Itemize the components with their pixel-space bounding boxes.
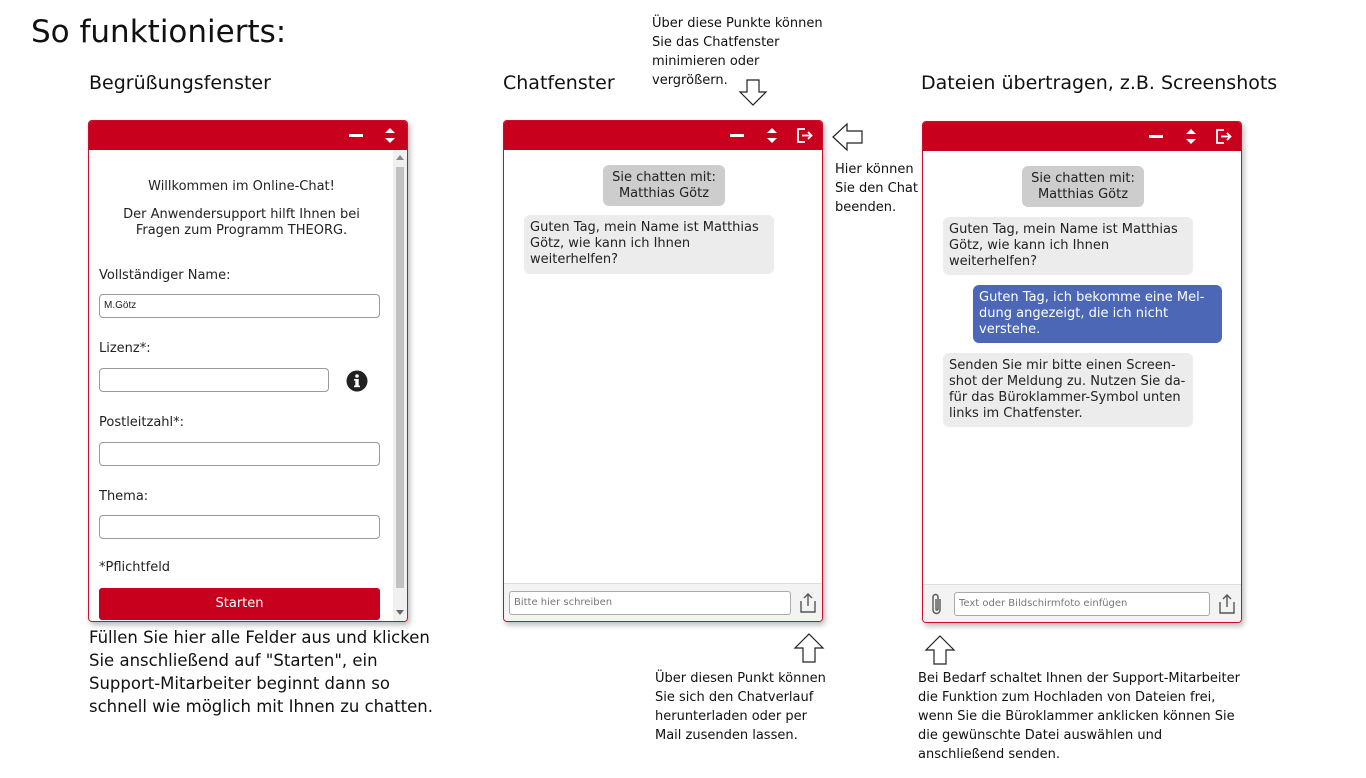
arrow-left-outline-icon — [832, 122, 864, 152]
end-chat-annotation: Hier können Sie den Chat beenden. — [835, 162, 918, 215]
info-icon[interactable] — [346, 370, 368, 392]
minimize-icon — [726, 121, 750, 150]
download-annotation: Über diesen Punkt können Sie sich den Chatverlauf herunterladen oder per Mail zusenden lassen. — [655, 671, 826, 743]
page-title: So funktionierts: — [31, 14, 287, 50]
welcome-window — [88, 120, 408, 622]
files-footer — [923, 584, 1241, 622]
resize-icon — [1179, 122, 1203, 151]
share-icon[interactable] — [797, 591, 819, 615]
column-title-chat: Chatfenster — [503, 72, 615, 94]
topic-field[interactable] — [99, 515, 380, 539]
resize-button[interactable] — [760, 121, 784, 150]
exit-icon — [793, 121, 817, 150]
name-label: Vollständiger Name: — [99, 268, 231, 283]
arrow-up-outline-icon — [793, 632, 825, 664]
chat-message: Guten Tag, mein Name ist Matthias Götz, wie kann ich Ihnen weiterhelfen? — [524, 215, 774, 274]
scroll-down-icon[interactable] — [396, 610, 404, 616]
resize-icon — [378, 121, 402, 150]
minimize-annotation: Über diese Punkte können Sie das Chatfenster minimieren oder vergrößern. — [652, 16, 823, 88]
agent-message: Guten Tag, mein Name ist Matthias Götz, wie kann ich Ihnen weiterhelfen? — [943, 217, 1193, 275]
license-field[interactable] — [99, 368, 329, 392]
welcome-greeting: Willkommen im Online-Chat! — [148, 179, 335, 194]
chat-partner-info: Sie chatten mit: Matthias Götz — [1022, 166, 1144, 207]
resize-button[interactable] — [378, 121, 402, 150]
welcome-annotation: Füllen Sie hier alle Felder aus und klicken Sie anschließend auf "Starten", ein Support-Mitarbeiter beginnt dann so schnell wie möglich mit Ihnen zu chatten. — [89, 628, 434, 716]
file-chat-input[interactable]: Text oder Bildschirmfoto einfügen — [954, 592, 1210, 616]
end-chat-button[interactable] — [793, 121, 817, 150]
user-message: Guten Tag, ich bekomme eine Mel- dung angezeigt, die ich nicht verstehe. — [973, 285, 1222, 343]
license-label: Lizenz*: — [99, 341, 151, 356]
chat-footer — [504, 583, 822, 621]
chat-input[interactable]: Bitte hier schreiben — [509, 591, 791, 615]
zip-label: Postleitzahl*: — [99, 415, 185, 430]
resize-icon — [760, 121, 784, 150]
upload-annotation: Bei Bedarf schaltet Ihnen der Support-Mitarbeiter die Funktion zum Hochladen von Dateien frei, wenn Sie die Büroklammer anklicken können Sie die gewünschte Datei auswählen und anschließend senden. — [918, 671, 1240, 762]
topic-label: Thema: — [99, 489, 149, 504]
agent-message: Senden Sie mir bitte einen Screen- shot der Meldung zu. Nutzen Sie da- für das Büroklammer-Symbol unten links im Chatfenster. — [943, 353, 1193, 427]
chat-window-header — [504, 121, 822, 150]
zip-field[interactable] — [99, 442, 380, 466]
minimize-icon — [1145, 122, 1169, 151]
arrow-up-outline-icon — [924, 634, 956, 666]
end-chat-button[interactable] — [1212, 122, 1236, 151]
column-title-files: Dateien übertragen, z.B. Screenshots — [921, 72, 1278, 94]
minimize-icon — [345, 121, 369, 150]
resize-button[interactable] — [1179, 122, 1203, 151]
name-field[interactable]: M.Götz — [99, 294, 380, 318]
files-window-header — [923, 122, 1241, 151]
chat-partner-info: Sie chatten mit: Matthias Götz — [603, 165, 725, 206]
minimize-button[interactable] — [726, 121, 750, 150]
paperclip-icon[interactable] — [928, 591, 946, 617]
start-button[interactable]: Starten — [99, 588, 380, 620]
column-title-welcome: Begrüßungsfenster — [89, 72, 271, 94]
scroll-thumb[interactable] — [396, 167, 404, 588]
chat-window — [503, 120, 823, 622]
welcome-intro: Der Anwendersupport hilft Ihnen bei Fragen zum Programm THEORG. — [123, 207, 360, 238]
welcome-window-header — [89, 121, 407, 150]
arrow-down-outline-icon — [738, 79, 768, 107]
share-icon[interactable] — [1216, 592, 1238, 616]
minimize-button[interactable] — [1145, 122, 1169, 151]
files-chat-window — [922, 121, 1242, 623]
required-note: *Pflichtfeld — [99, 560, 171, 575]
minimize-button[interactable] — [345, 121, 369, 150]
exit-icon — [1212, 122, 1236, 151]
scrollbar[interactable] — [393, 150, 407, 621]
scroll-up-icon[interactable] — [396, 154, 404, 160]
